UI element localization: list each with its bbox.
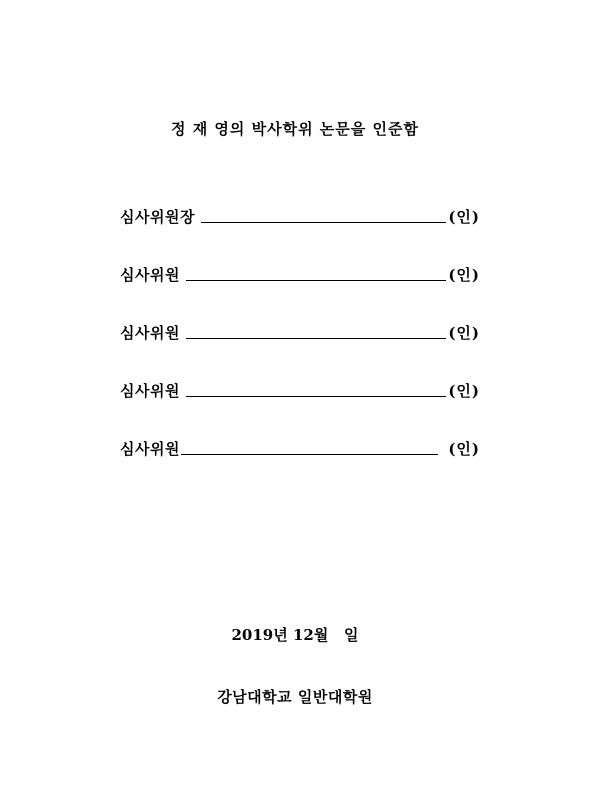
signature-row-chair: [120, 203, 480, 227]
role-label: 심사위원: [120, 324, 180, 342]
approval-title: 정 재 영의 박사학위 논문을 인준함: [171, 120, 419, 138]
signature-line: [181, 453, 438, 455]
seal-mark: (인): [448, 266, 480, 284]
role-label: 심사위원: [120, 440, 180, 458]
role-label: 심사위원: [120, 266, 180, 284]
seal-mark: (인): [448, 324, 480, 342]
approval-date: 2019년 12월 일: [231, 626, 359, 644]
signature-row-member-1: [120, 261, 480, 285]
seal-mark: (인): [448, 382, 480, 400]
signature-line: [186, 279, 446, 281]
signature-row-member-2: [120, 319, 480, 343]
seal-mark: (인): [448, 440, 480, 458]
seal-mark: (인): [448, 208, 480, 226]
signature-line: [186, 337, 446, 339]
signature-row-member-4: [120, 435, 480, 459]
signature-row-member-3: [120, 377, 480, 401]
role-label: 심사위원: [120, 382, 180, 400]
role-label: 심사위원장: [120, 208, 195, 226]
signature-line: [201, 221, 446, 223]
signature-line: [186, 395, 446, 397]
institution-name: 강남대학교 일반대학원: [217, 688, 373, 706]
